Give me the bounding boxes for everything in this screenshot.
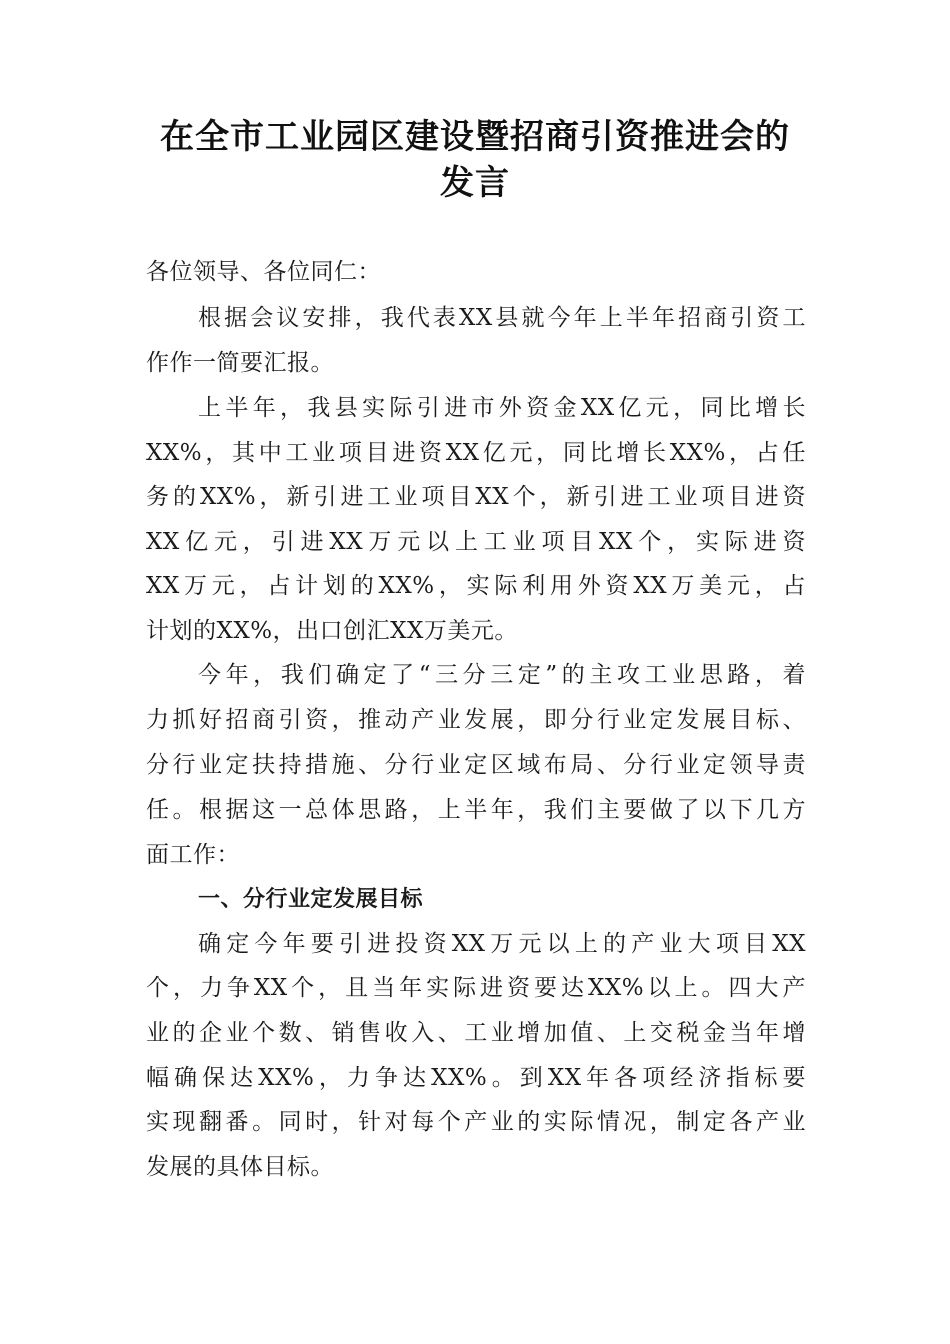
paragraph-line: XX亿元，引进XX万元以上工业项目XX个，实际进资	[146, 529, 806, 555]
paragraph-line: 作作一简要汇报。	[146, 350, 334, 376]
paragraph-line: 务的XX%，新引进工业项目XX个，新引进工业项目进资	[146, 484, 806, 510]
paragraph-line: 业的企业个数、销售收入、工业增加值、上交税金当年增	[146, 1020, 806, 1046]
paragraph-line: 发展的具体目标。	[146, 1154, 334, 1180]
paragraph-line: 计划的XX%，出口创汇XX万美元。	[146, 618, 518, 644]
paragraph-line: 分行业定扶持措施、分行业定区域布局、分行业定领导责	[146, 752, 806, 778]
paragraph-line: 上半年，我县实际引进市外资金XX亿元，同比增长	[198, 395, 806, 421]
document-title-line-1: 在全市工业园区建设暨招商引资推进会的	[160, 117, 790, 157]
paragraph-line: XX%，其中工业项目进资XX亿元，同比增长XX%，占任	[146, 440, 806, 466]
paragraph-line: XX万元，占计划的XX%，实际利用外资XX万美元，占	[146, 573, 806, 599]
paragraph-line: 根据会议安排，我代表XX县就今年上半年招商引资工	[198, 305, 806, 331]
salutation: 各位领导、各位同仁：	[146, 259, 381, 285]
paragraph-line: 实现翻番。同时，针对每个产业的实际情况，制定各产业	[146, 1109, 806, 1135]
paragraph-line: 幅确保达XX%，力争达XX%。到XX年各项经济指标要	[146, 1065, 806, 1091]
paragraph-line: 力抓好招商引资，推动产业发展，即分行业定发展目标、	[146, 707, 806, 733]
section-heading: 一、分行业定发展目标	[198, 887, 424, 912]
paragraph-line: 今年，我们确定了“三分三定”的主攻工业思路，着	[198, 662, 806, 688]
paragraph-line: 面工作：	[146, 842, 240, 868]
paragraph-line: 个，力争XX个，且当年实际进资要达XX%以上。四大产	[146, 975, 806, 1001]
paragraph-line: 任。根据这一总体思路，上半年，我们主要做了以下几方	[146, 797, 806, 823]
paragraph-line: 确定今年要引进投资XX万元以上的产业大项目XX	[198, 931, 806, 957]
document-title-line-2: 发言	[440, 163, 510, 203]
